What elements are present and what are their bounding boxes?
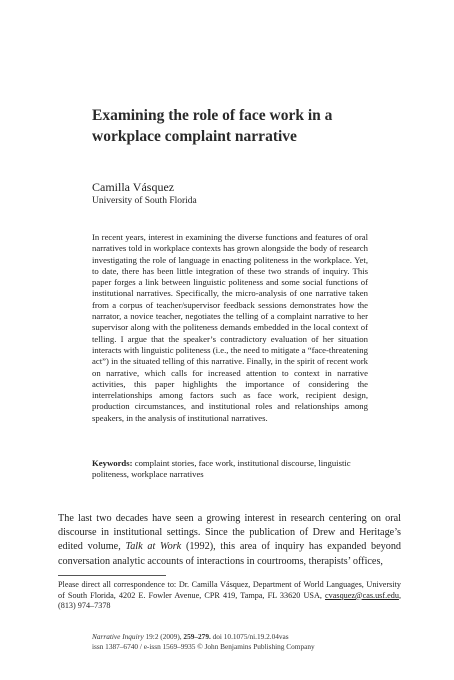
footnote-phone: , (813) 974–7378 (58, 590, 401, 611)
cited-title: Talk at Work (125, 541, 182, 553)
volume-year: 19:2 (2009), (143, 632, 184, 641)
doi: doi 10.1075/ni.19.2.04vas (210, 632, 289, 641)
footnote-text: Please direct all correspondence to: Dr. Camilla Vásquez, Department of World Languages, University of South Florida, 4202 E. Fowler Avenue, CPR 419, Tampa, FL 33620 USA, (58, 580, 401, 600)
footnote-rule (58, 575, 166, 576)
paper-title: Examining the role of face work in a workplace complaint narrative (92, 107, 333, 145)
keywords (92, 458, 368, 481)
citation-line (92, 632, 402, 642)
body-text-part2: (1992), this area of inquiry has expanded beyond conversation analytic accounts of interactions in courtrooms, therapists’ offices, (58, 541, 402, 567)
body-text-part1: The last two decades have seen a growing interest in research centering on oral discourse in institutional settings. Since the publication of Drew and Heritage’s edited volume, (58, 513, 401, 553)
author-affiliation: University of South Florida (92, 196, 197, 206)
keywords-list: complaint stories, face work, institutional discourse, linguistic politeness, workplace narratives (92, 458, 351, 480)
journal-footer (92, 632, 402, 652)
author-name: Camilla Vásquez (92, 180, 175, 194)
keywords-label: Keywords: (92, 458, 133, 468)
journal-name: Narrative Inquiry (92, 632, 144, 641)
correspondence-footnote (58, 580, 401, 612)
email-link[interactable]: cvasquez@cas.usf.edu (325, 590, 399, 600)
body-paragraph (58, 512, 401, 569)
issn-line: issn 1387–6740 / e-issn 1569–9935 © John Benjamins Publishing Company (92, 642, 315, 651)
page-range: 259–279. (183, 632, 211, 641)
abstract: In recent years, interest in examining the diverse functions and features of oral narratives told in workplace contexts has grown alongside the body of research investigating the role of language in enacting politeness in the workplace. Yet, to date, there has been little integration of these two strands of inquiry. This paper forges a link between linguistic politeness and some social functions of institutional narratives. Specifically, the micro-analysis of one narrative taken from a corpus of teacher/supervisor feedback sessions demonstrates how the narrator, a novice teacher, negotiates the telling of a complaint narrative to her supervisor along with the politeness demands embedded in the local context of telling. I argue that the speaker’s contradictory evaluation of her situation interacts with linguistic politeness (i.e., the need to mitigate a “face-threatening act”) in the situated telling of this narrative. Finally, in the spirit of recent work on narrative, which calls for increased attention to context in narrative activities, this paper highlights the importance of considering the interrelationships among factors such as face work, recipient design, production circumstances, and institutional roles and relationships among speakers, in the analysis of institutional narratives. (92, 232, 368, 423)
